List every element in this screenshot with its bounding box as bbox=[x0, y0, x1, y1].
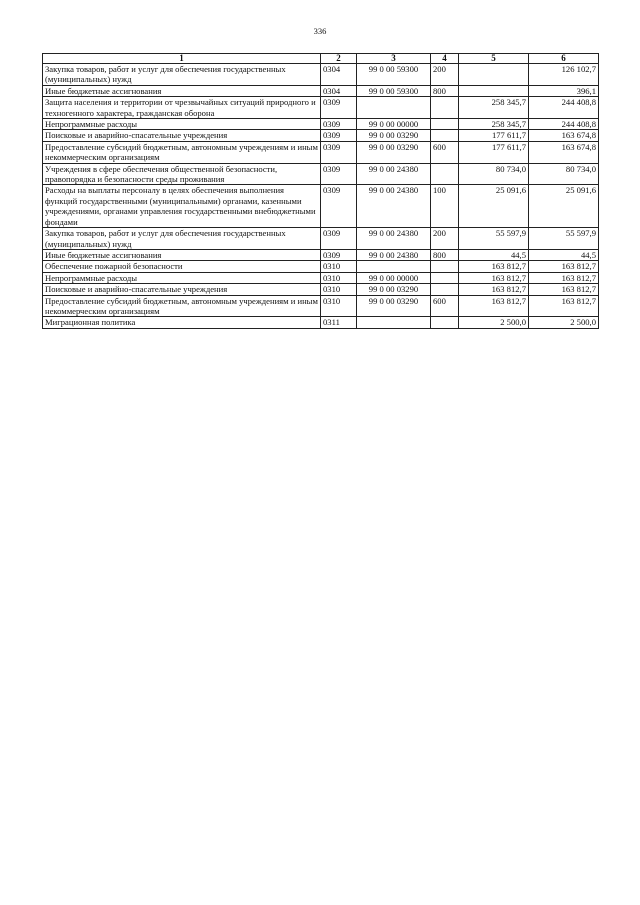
table-row bbox=[43, 228, 599, 250]
row-target-code: 99 0 00 03290 bbox=[357, 130, 431, 141]
row-section-code: 0309 bbox=[321, 228, 357, 250]
column-header: 3 bbox=[357, 54, 431, 64]
row-name: Расходы на выплаты персоналу в целях обеспечения выполнения функций государственными (муниципальными) органами, казенными учреждениями, органами управления государственными внебюджетными фондами bbox=[43, 185, 321, 228]
table-row bbox=[43, 261, 599, 272]
row-amount-col5: 2 500,0 bbox=[459, 317, 529, 328]
budget-table bbox=[42, 53, 599, 329]
row-amount-col6: 244 408,8 bbox=[529, 97, 599, 119]
row-section-code: 0309 bbox=[321, 119, 357, 130]
row-amount-col5: 44,5 bbox=[459, 249, 529, 260]
row-name: Обеспечение пожарной безопасности bbox=[43, 261, 321, 272]
table-header-row bbox=[43, 54, 599, 64]
row-expense-type bbox=[431, 261, 459, 272]
row-section-code: 0304 bbox=[321, 64, 357, 86]
row-expense-type bbox=[431, 284, 459, 295]
row-name: Поисковые и аварийно-спасательные учреждения bbox=[43, 130, 321, 141]
table-row bbox=[43, 185, 599, 228]
row-amount-col5: 177 611,7 bbox=[459, 141, 529, 163]
table-row bbox=[43, 85, 599, 96]
column-header: 5 bbox=[459, 54, 529, 64]
row-amount-col5: 163 812,7 bbox=[459, 295, 529, 317]
row-name: Непрограммные расходы bbox=[43, 119, 321, 130]
row-expense-type bbox=[431, 119, 459, 130]
row-target-code: 99 0 00 59300 bbox=[357, 64, 431, 86]
row-amount-col6: 2 500,0 bbox=[529, 317, 599, 328]
row-expense-type bbox=[431, 272, 459, 283]
row-name: Поисковые и аварийно-спасательные учреждения bbox=[43, 284, 321, 295]
row-target-code: 99 0 00 03290 bbox=[357, 284, 431, 295]
row-section-code: 0309 bbox=[321, 141, 357, 163]
row-amount-col5 bbox=[459, 85, 529, 96]
row-amount-col6: 163 674,8 bbox=[529, 130, 599, 141]
row-amount-col6: 163 812,7 bbox=[529, 261, 599, 272]
row-name: Иные бюджетные ассигнования bbox=[43, 85, 321, 96]
table-row bbox=[43, 119, 599, 130]
page-number: 336 bbox=[313, 26, 327, 36]
row-amount-col5: 258 345,7 bbox=[459, 97, 529, 119]
row-expense-type bbox=[431, 97, 459, 119]
row-name: Учреждения в сфере обеспечения общественной безопасности, правопорядка и безопасности среды проживания bbox=[43, 163, 321, 185]
row-name: Защита населения и территории от чрезвычайных ситуаций природного и техногенного характера, гражданская оборона bbox=[43, 97, 321, 119]
row-section-code: 0309 bbox=[321, 163, 357, 185]
table-row bbox=[43, 64, 599, 86]
row-amount-col5 bbox=[459, 64, 529, 86]
row-name: Иные бюджетные ассигнования bbox=[43, 249, 321, 260]
row-section-code: 0309 bbox=[321, 97, 357, 119]
row-amount-col5: 177 611,7 bbox=[459, 130, 529, 141]
table-row bbox=[43, 317, 599, 328]
row-amount-col6: 44,5 bbox=[529, 249, 599, 260]
row-amount-col5: 258 345,7 bbox=[459, 119, 529, 130]
row-target-code bbox=[357, 261, 431, 272]
column-header: 4 bbox=[431, 54, 459, 64]
row-section-code: 0310 bbox=[321, 272, 357, 283]
row-section-code: 0310 bbox=[321, 261, 357, 272]
row-amount-col5: 55 597,9 bbox=[459, 228, 529, 250]
row-expense-type: 600 bbox=[431, 295, 459, 317]
row-target-code: 99 0 00 24380 bbox=[357, 185, 431, 228]
row-amount-col5: 163 812,7 bbox=[459, 261, 529, 272]
row-expense-type: 200 bbox=[431, 64, 459, 86]
row-expense-type: 600 bbox=[431, 141, 459, 163]
row-name: Закупка товаров, работ и услуг для обеспечения государственных (муниципальных) нужд bbox=[43, 228, 321, 250]
row-name: Предоставление субсидий бюджетным, автономным учреждениям и иным некоммерческим организациям bbox=[43, 141, 321, 163]
row-section-code: 0309 bbox=[321, 130, 357, 141]
row-amount-col6: 80 734,0 bbox=[529, 163, 599, 185]
row-expense-type: 200 bbox=[431, 228, 459, 250]
row-amount-col6: 25 091,6 bbox=[529, 185, 599, 228]
table-row bbox=[43, 130, 599, 141]
table-row bbox=[43, 249, 599, 260]
table-row bbox=[43, 141, 599, 163]
row-section-code: 0309 bbox=[321, 249, 357, 260]
row-amount-col5: 163 812,7 bbox=[459, 272, 529, 283]
row-name: Непрограммные расходы bbox=[43, 272, 321, 283]
table-row bbox=[43, 163, 599, 185]
row-name: Закупка товаров, работ и услуг для обеспечения государственных (муниципальных) нужд bbox=[43, 64, 321, 86]
row-expense-type bbox=[431, 130, 459, 141]
row-target-code: 99 0 00 59300 bbox=[357, 85, 431, 96]
row-section-code: 0304 bbox=[321, 85, 357, 96]
row-amount-col5: 80 734,0 bbox=[459, 163, 529, 185]
row-amount-col6: 163 812,7 bbox=[529, 295, 599, 317]
row-target-code: 99 0 00 00000 bbox=[357, 272, 431, 283]
table-row bbox=[43, 272, 599, 283]
column-header: 6 bbox=[529, 54, 599, 64]
row-target-code: 99 0 00 24380 bbox=[357, 163, 431, 185]
table-row bbox=[43, 284, 599, 295]
row-amount-col5: 163 812,7 bbox=[459, 284, 529, 295]
table-row bbox=[43, 97, 599, 119]
row-amount-col6: 163 812,7 bbox=[529, 284, 599, 295]
row-name: Миграционная политика bbox=[43, 317, 321, 328]
row-amount-col6: 55 597,9 bbox=[529, 228, 599, 250]
column-header: 1 bbox=[43, 54, 321, 64]
row-amount-col6: 244 408,8 bbox=[529, 119, 599, 130]
table-row bbox=[43, 295, 599, 317]
row-expense-type: 100 bbox=[431, 185, 459, 228]
row-target-code: 99 0 00 24380 bbox=[357, 228, 431, 250]
row-target-code bbox=[357, 97, 431, 119]
row-expense-type: 800 bbox=[431, 249, 459, 260]
row-expense-type bbox=[431, 317, 459, 328]
row-target-code bbox=[357, 317, 431, 328]
row-target-code: 99 0 00 00000 bbox=[357, 119, 431, 130]
row-section-code: 0310 bbox=[321, 295, 357, 317]
row-amount-col6: 126 102,7 bbox=[529, 64, 599, 86]
row-amount-col5: 25 091,6 bbox=[459, 185, 529, 228]
row-target-code: 99 0 00 24380 bbox=[357, 249, 431, 260]
row-amount-col6: 163 674,8 bbox=[529, 141, 599, 163]
row-section-code: 0311 bbox=[321, 317, 357, 328]
row-name: Предоставление субсидий бюджетным, автономным учреждениям и иным некоммерческим организациям bbox=[43, 295, 321, 317]
row-amount-col6: 396,1 bbox=[529, 85, 599, 96]
row-expense-type: 800 bbox=[431, 85, 459, 96]
column-header: 2 bbox=[321, 54, 357, 64]
row-expense-type bbox=[431, 163, 459, 185]
row-section-code: 0309 bbox=[321, 185, 357, 228]
row-target-code: 99 0 00 03290 bbox=[357, 141, 431, 163]
row-section-code: 0310 bbox=[321, 284, 357, 295]
row-target-code: 99 0 00 03290 bbox=[357, 295, 431, 317]
row-amount-col6: 163 812,7 bbox=[529, 272, 599, 283]
